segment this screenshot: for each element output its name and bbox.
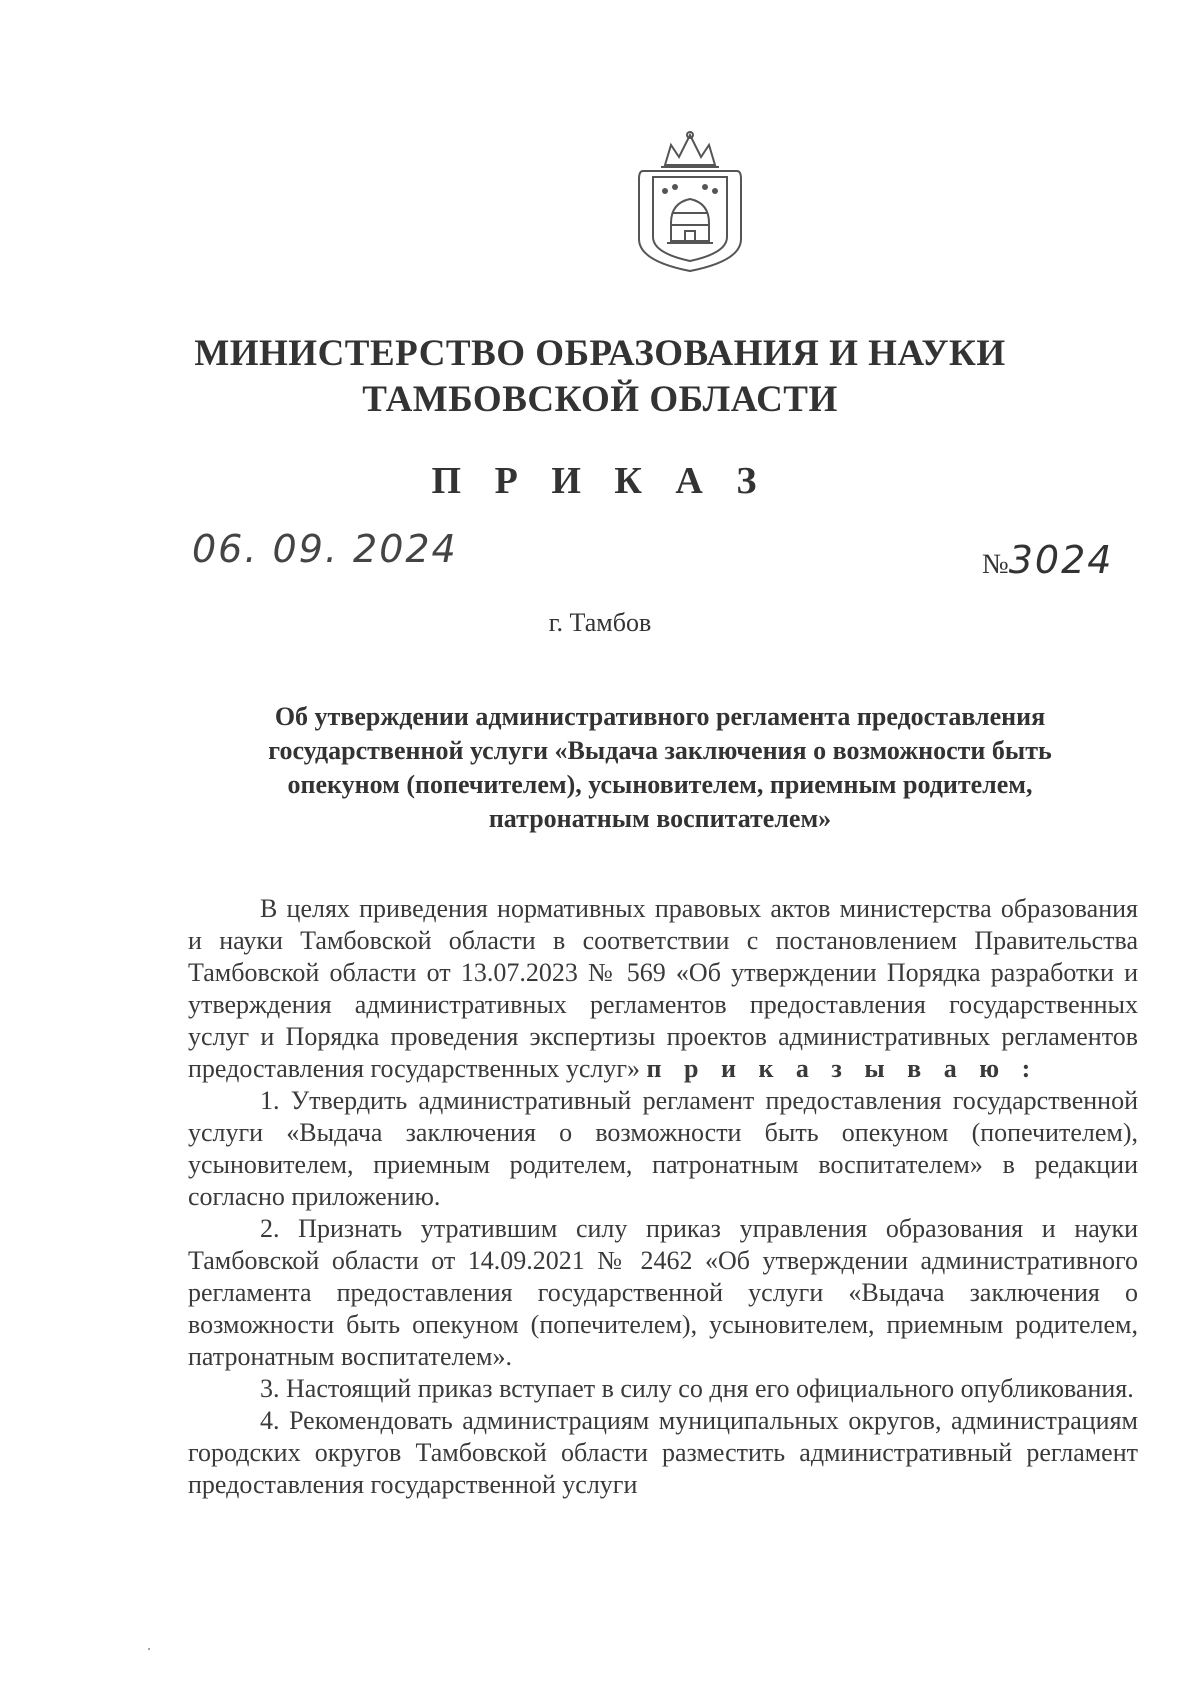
coat-of-arms-icon [631, 127, 749, 275]
ministry-name-line1: МИНИСТЕРСТВО ОБРАЗОВАНИЯ И НАУКИ [194, 333, 1006, 374]
order-number-value: 3024 [1008, 538, 1114, 582]
order-number-label: № [982, 549, 1009, 580]
order-item-3: 3. Настоящий приказ вступает в силу со дня его официального опубликования. [260, 1374, 1134, 1403]
subject-line: опекуном (попечителем), усыновителем, приемным родителем, [287, 770, 1033, 799]
subject-line: патронатным воспитателем» [488, 804, 832, 833]
order-item-2: 2. Признать утратившим силу приказ управления образования и науки Тамбовской области от 14.09.2021 № 2462 «Об утверждении административного регламента предоставления государственной услуги «Выдача заключения о возможности быть опекуном (попечителем), усыновителем, приемным родителем, патронатным воспитателем». [188, 1214, 1138, 1371]
preamble-paragraph [188, 893, 1138, 1085]
preamble-text: В целях приведения нормативных правовых актов министерства образования и науки Тамбовской области в соответствии с постановлением Правительства Тамбовской области от 13.07.2023 № 569 «Об утверждении Порядка разработки и утверждения административных регламентов предоставления государственных услуг и Порядка проведения экспертизы проектов административных регламентов предоставления государственных услуг» [188, 894, 1138, 1083]
order-item-1: 1. Утвердить административный регламент предоставления государственной услуги «Выдача заключения о возможности быть опекуном (попечителем), усыновителем, приемным родителем, патронатным воспитателем» в редакции согласно приложению. [188, 1086, 1138, 1211]
order-number [982, 538, 1113, 582]
command-word: п р и к а з ы в а ю : [646, 1054, 1039, 1083]
order-item-4: 4. Рекомендовать администрациям муниципальных округов, администрациям городских округов Тамбовской области разместить административный регламент предоставления государственной услуги [188, 1406, 1138, 1499]
order-subject [190, 700, 1130, 836]
subject-line: государственной услуги «Выдача заключения о возможности быть [268, 736, 1052, 765]
city: г. Тамбов [548, 608, 652, 637]
subject-line: Об утверждении административного регламента предоставления [274, 702, 1046, 731]
scan-speck [148, 1648, 150, 1650]
ministry-name-line2: ТАМБОВСКОЙ ОБЛАСТИ [362, 379, 838, 420]
order-body [188, 893, 1138, 1501]
order-date: 06. 09. 2024 [192, 527, 458, 571]
document-type-title: П Р И К А З [431, 460, 769, 502]
